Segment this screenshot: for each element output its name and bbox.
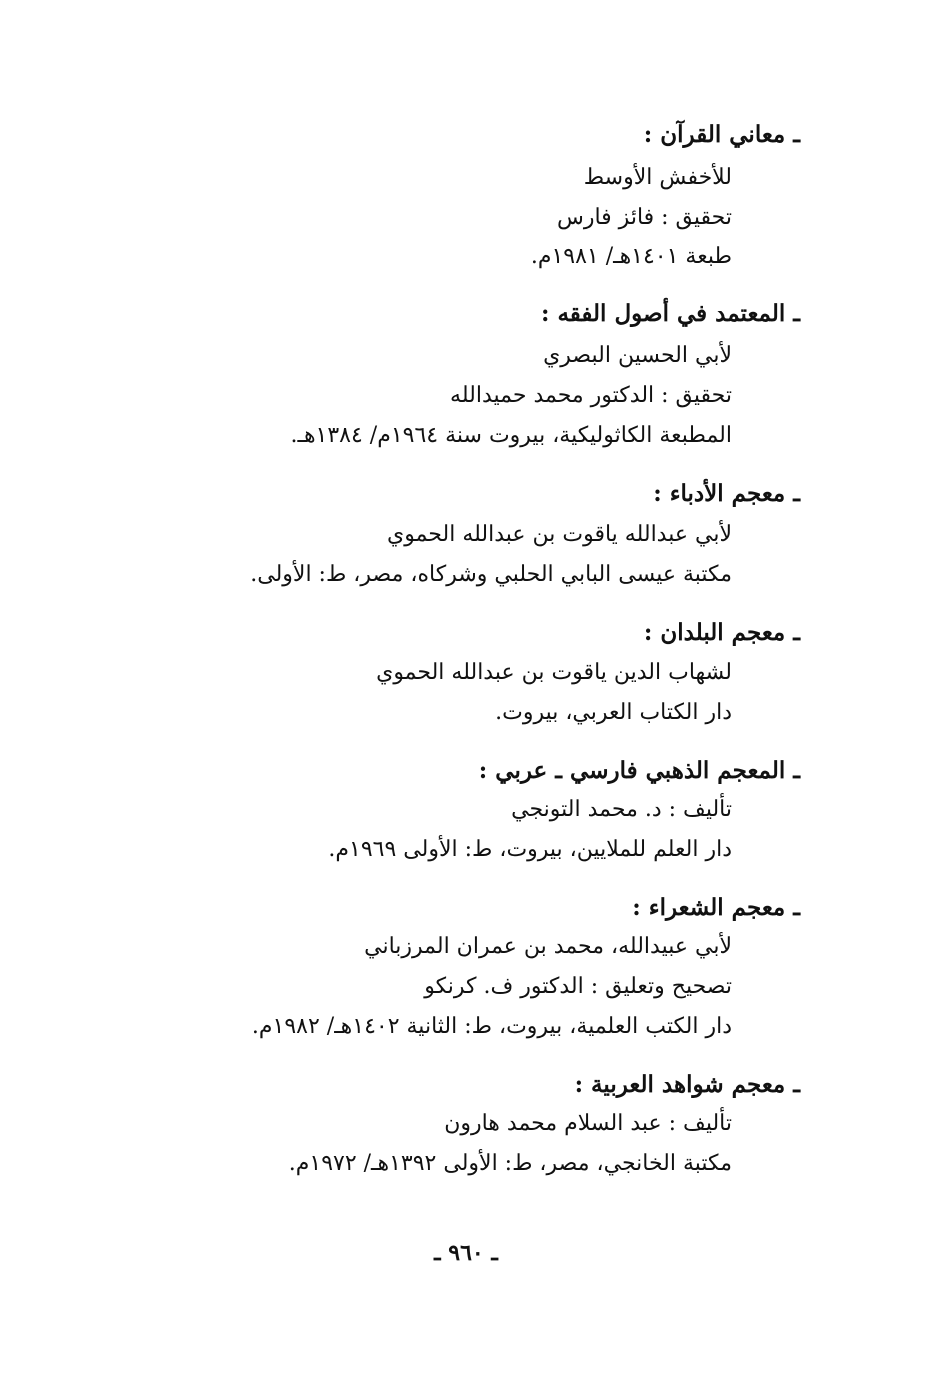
entry-line: تحقيق : فائز فارس xyxy=(556,205,732,230)
entry-title: ـ معجم شواهد العربية : xyxy=(574,1071,800,1098)
entry-line: لأبي عبدالله ياقوت بن عبدالله الحموي xyxy=(387,522,732,547)
entry-title: ـ المعتمد في أصول الفقه : xyxy=(540,300,800,327)
entry-line: لشهاب الدين ياقوت بن عبدالله الحموي xyxy=(376,660,732,685)
entry-line: لأبي الحسين البصري xyxy=(543,343,732,368)
entry-line: تحقيق : الدكتور محمد حميدالله xyxy=(450,383,732,408)
entry-title: ـ معاني القرآن : xyxy=(643,121,800,148)
entry-line: تأليف : د. محمد التونجي xyxy=(511,797,732,822)
entry-line: المطبعة الكاثوليكية، بيروت سنة ١٩٦٤م/ ١٣٨٤هـ. xyxy=(290,423,732,448)
entry-line: مكتبة الخانجي، مصر، ط: الأولى ١٣٩٢هـ/ ١٩٧٢م. xyxy=(288,1151,732,1176)
entry-line: تأليف : عبد السلام محمد هارون xyxy=(444,1111,732,1136)
entry-title: ـ معجم البلدان : xyxy=(643,619,800,646)
entry-title: ـ معجم الأدباء : xyxy=(653,480,800,507)
entry-line: تصحيح وتعليق : الدكتور ف. كرنكو xyxy=(424,974,732,999)
entry-line: طبعة ١٤٠١هـ/ ١٩٨١م. xyxy=(530,244,732,269)
entry-line: لأبي عبيدالله، محمد بن عمران المرزباني xyxy=(364,934,732,959)
entry-line: مكتبة عيسى البابي الحلبي وشركاه، مصر، ط: الأولى. xyxy=(250,562,732,587)
entry-title: ـ المعجم الذهبي فارسي ـ عربي : xyxy=(478,757,800,784)
entry-line: للأخفش الأوسط xyxy=(583,165,732,190)
entry-title: ـ معجم الشعراء : xyxy=(632,894,800,921)
page-number: ـ ٩٦٠ ـ xyxy=(434,1240,498,1266)
entry-line: دار الكتاب العربي، بيروت. xyxy=(495,700,732,725)
entry-line: دار العلم للملايين، بيروت، ط: الأولى ١٩٦٩م. xyxy=(328,837,732,862)
entry-line: دار الكتب العلمية، بيروت، ط: الثانية ١٤٠٢هـ/ ١٩٨٢م. xyxy=(251,1014,732,1039)
